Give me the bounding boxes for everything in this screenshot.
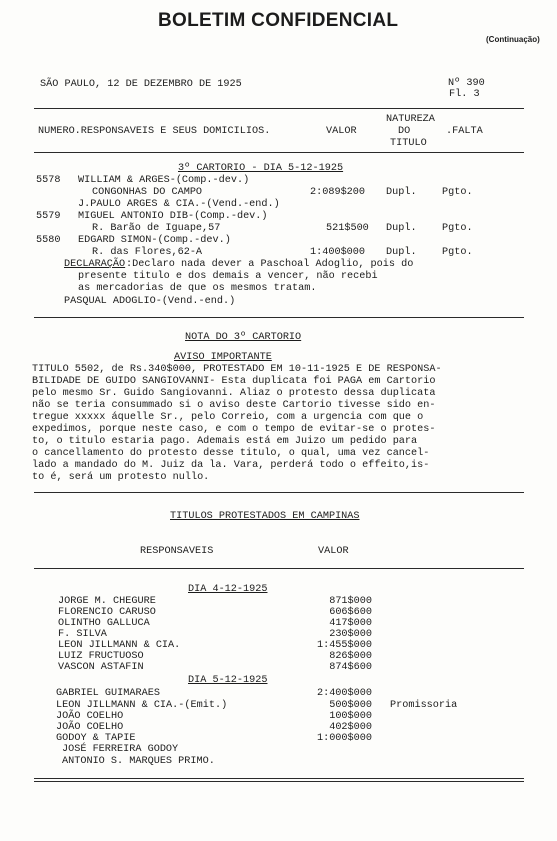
col-natureza-1: NATUREZA [386,114,435,125]
nota-line: o cancellamento do protesto desse titulo, o qual, uma vez cancel- [32,448,430,459]
day-heading: DIA 5-12-1925 [188,675,268,686]
entry-name: MIGUEL ANTONIO DIB-(Comp.-dev.) [78,211,268,222]
col-valor: VALOR [318,546,349,557]
campinas-name: JORGE M. CHEGURE [58,596,156,607]
entry-endorser: J.PAULO ARGES & CIA.-(Vend.-end.) [78,199,280,210]
aviso-heading: AVISO IMPORTANTE [174,352,272,363]
campinas-value: 230$000 [329,629,372,640]
campinas-name: JOÃO COELHO [56,711,124,722]
place-date: SÃO PAULO, 12 DE DEZEMBRO DE 1925 [40,79,242,90]
campinas-name: LEON JILLMANN & CIA. [58,640,181,651]
nota-line: to é, será um protesto nullo. [32,472,210,483]
campinas-value: 1:000$000 [316,733,372,744]
campinas-value: 402$000 [329,722,372,733]
campinas-value: 874$600 [329,662,372,673]
declaracao-label: DECLARAÇÃO [64,259,126,270]
entry-number: 5580 [36,235,61,246]
declaracao-signature: PASQUAL ADOGLIO-(Vend.-end.) [64,296,236,307]
campinas-value: 871$000 [329,596,372,607]
campinas-name: LEON JILLMANN & CIA.-(Emit.) [56,700,228,711]
entry-nature: Dupl. [386,223,417,234]
campinas-name: GABRIEL GUIMARAES [56,688,160,699]
entry-value: 1:400$000 [310,247,366,258]
entry-nature: Dupl. [386,187,417,198]
campinas-value: 1:455$000 [316,640,372,651]
header-rule-top [34,108,524,109]
col-valor: VALOR [326,126,357,137]
entry-value: 521$500 [326,223,369,234]
campinas-name: GODOY & TAPIE [56,733,136,744]
document-title: BOLETIM CONFIDENCIAL [158,10,399,31]
nota-heading: NOTA DO 3º CARTORIO [185,332,302,343]
footer-rule [34,778,524,779]
campinas-name: VASCON ASTAFIN [58,662,144,673]
entry-nature: Dupl. [386,247,417,258]
nota-line: lado a mandado do M. Juiz da la. Vara, perderá todo o effeito,is- [32,460,430,471]
nota-line: to, o titulo estaria pago. Ademais está em Juizo um pedido para [32,436,418,447]
campinas-name: F. SILVA [58,629,107,640]
day-heading: DIA 4-12-1925 [188,584,268,595]
col-numero: NUMERO.RESPONSAVEIS E SEUS DOMICILIOS. [38,126,271,137]
entry-address: CONGONHAS DO CAMPO [92,187,203,198]
declaracao-line: :Declaro nada dever a Paschoal Adoglio, pois do [126,259,414,270]
nota-line: BILIDADE DE GUIDO SANGIOVANNI- Esta duplicata foi PAGA em Cartorio [32,376,436,387]
campinas-rule [34,568,524,569]
footer-rule-double [34,781,524,782]
nota-line: pelo mesmo Sr. Guido Sangiovanni. Aliaz o protesto dessa duplicata [32,388,436,399]
nota-line: não se teria consummado si o aviso deste Cartorio tivesse sido en- [32,400,436,411]
campinas-value: 100$000 [329,711,372,722]
declaracao-line: presente titulo e dos demais a vencer, não recebi [78,271,378,282]
nota-line: expedimos, porque neste caso, e com o tempo de evitar-se o protes- [32,424,436,435]
section-rule [34,317,524,318]
campinas-value: 2:400$000 [316,688,372,699]
campinas-name: FLORENCIO CARUSO [58,607,156,618]
nota-line: TITULO 5502, de Rs.340$000, PROTESTADO EM 10-11-1925 E DE RESPONSA- [32,364,442,375]
campinas-value: 417$000 [329,618,372,629]
entry-name: EDGARD SIMON-(Comp.-dev.) [78,235,231,246]
declaracao-line: as mercadorias de que os mesmos tratam. [78,283,317,294]
campinas-name: JOÃO COELHO [56,722,124,733]
continuation-label: (Continuação) [486,35,540,44]
nota-line: tregue xxxxx áquelle Sr., pelo Correio, com a urgencia com que o [32,412,424,423]
col-responsaveis: RESPONSAVEIS [140,546,214,557]
campinas-name: LUIZ FRUCTUOSO [58,651,144,662]
entry-name: WILLIAM & ARGES-(Comp.-dev.) [78,175,250,186]
campinas-value: 826$000 [329,651,372,662]
entry-falta: Pgto. [442,247,473,258]
entry-value: 2:089$200 [310,187,366,198]
entry-address: R. das Flores,62-A [92,247,203,258]
col-natureza-3: TITULO [390,138,427,149]
header-rule-bottom [34,152,524,153]
col-natureza-2: DO [398,126,411,137]
section-rule [34,492,524,493]
campinas-name: JOSÉ FERREIRA GODOY [62,744,179,755]
campinas-name: ANTONIO S. MARQUES PRIMO. [62,756,215,767]
entry-falta: Pgto. [442,223,473,234]
sheet-number: Fl. 3 [449,89,480,100]
entry-address: R. Barão de Iguape,57 [92,223,221,234]
campinas-note: Promissoria [390,700,458,711]
col-falta: .FALTA [446,126,483,137]
campinas-value: 500$000 [329,700,372,711]
entry-number: 5578 [36,175,61,186]
campinas-value: 606$600 [329,607,372,618]
cartorio-heading: 3º CARTORIO - DIA 5-12-1925 [178,163,344,174]
campinas-name: OLINTHO GALLUCA [58,618,150,629]
bulletin-number: Nº 390 [448,78,485,89]
entry-falta: Pgto. [442,187,473,198]
campinas-heading: TITULOS PROTESTADOS EM CAMPINAS [170,511,360,522]
entry-number: 5579 [36,211,61,222]
